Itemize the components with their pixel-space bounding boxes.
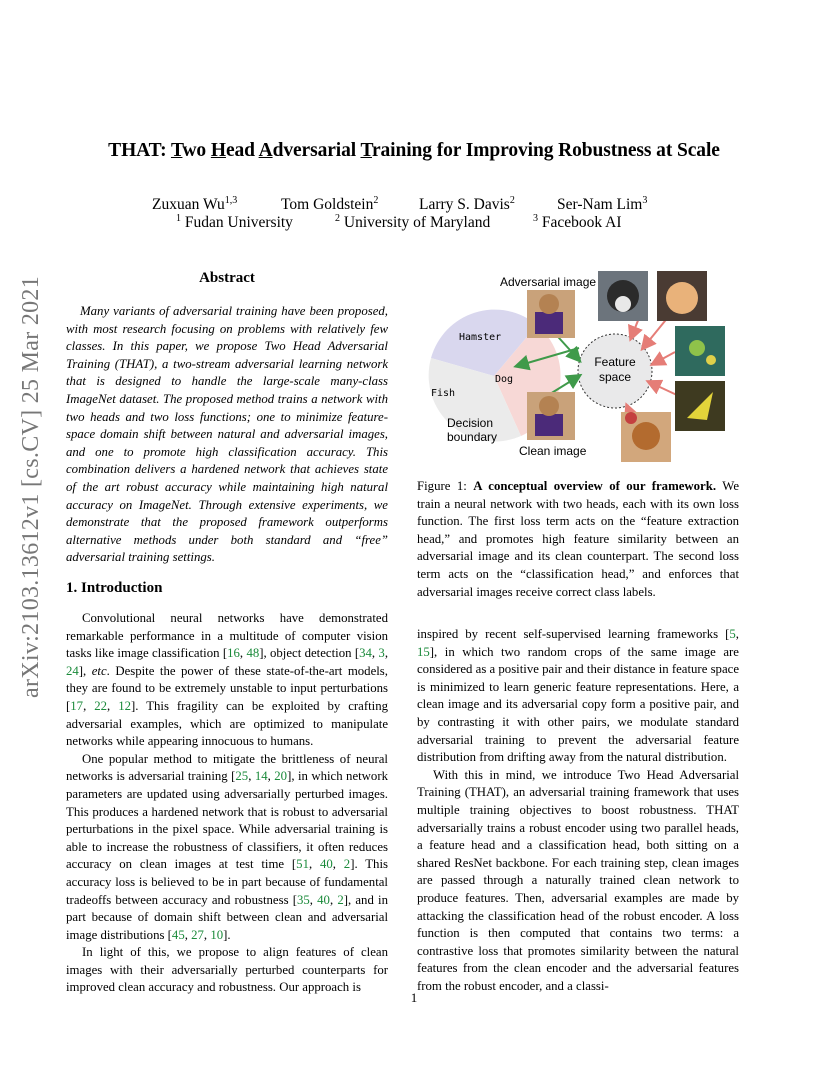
text-run: , [332,857,344,872]
adversarial-dog-photo [527,290,575,338]
text-run: ], in which two random crops of the same image are considered as a positive pair and their distance in feature space is minimized to learn generic feature representations. Here, a clean image and its adversarial copy form a positive pair, and by contrasting it with other pairs, we modulate standard adversarial training to prevent the adversarial feature distribution from drifting away from the natural distribution. [417,644,739,765]
text-run: With this in mind, we introduce Two Head Adversarial Training (THAT), an adversarial training framework that uses multiple training objectives to boost robustness. THAT adversarially trains a robust encoder using two parallel heads, a feature head and a classification head, both sitting on a shared ResNet backbone. For each training step, clean images are passed through a naturally trained clean network to produce features. Then, adversarial examples are made by attacking the classification head of the robust encoder. A loss function is then computed that contains two terms: a contrastive loss that promotes similarity between the natural features from the clean encoder and the adversarial features from the robust encoder, and a classi- [417,767,739,993]
red-arrow-4 [649,382,679,396]
citation-link[interactable]: 20 [274,769,288,784]
text-run: , [184,927,192,942]
caption-text: We train a neural network with two heads, each with its own loss function. The first loss term acts on the “feature extraction head,” and promotes high feature similarity between an adversarial image and its clean counterpart. The second loss term acts on the “classification head,” and enforces that adversarial images receive correct class labels. [417,479,739,599]
text-run: , [308,857,320,872]
italic-text: etc [91,663,107,678]
title-part: dversarial [272,140,361,161]
feature-space-label-2: space [598,370,632,384]
red-arrow-3 [653,352,675,364]
decision-boundary-label-2: boundary [447,430,498,444]
text-run: . Despite the power of these state-of-the-art models, they are found to be extremely unstable to input perturbations [ [66,663,388,713]
fish-photo-1 [675,326,725,376]
paragraph [417,767,739,996]
text-run: , [371,646,379,661]
adversarial-image-label: Adversarial image [500,275,597,289]
text-run: ]. [223,927,231,942]
text-run: , [107,698,119,713]
arxiv-stamp[interactable]: arXiv:2103.13612v1 [cs.CV] 25 Mar 2021 [18,275,44,698]
text-run: inspired by recent self-supervised learning frameworks [ [417,627,730,641]
fish-photo-2 [675,381,725,431]
citation-link[interactable]: 45 [171,927,185,942]
citation-link[interactable]: 40 [317,892,330,907]
text-run: , [735,627,739,641]
paragraph [417,626,739,767]
title-part: T [360,140,372,161]
paragraph [66,610,388,751]
feature-space-label-1: Feature [594,355,636,369]
abstract-text: Many variants of adversarial training have been proposed, with most research focusing on problems with relatively few classes. In this paper, we propose Two Head Adversarial Training (THAT), a two-stream adversarial learning network that is designed to handle the large-scale many-class ImageNet dataset. The proposed method trains a network with two heads and two loss functions; one to minimize feature-space domain shift between natural and adversarial images, and one to promote high classification accuracy. This combination delivers a hardened network that achieves state of the art robust accuracy while maintaining high natural accuracy on ImageNet. Through extensive experiments, we demonstrate that the proposed framework outperforms alternative methods under both standard and “free” adversarial training settings. [66,304,388,565]
paragraph [66,751,388,945]
right-column-text [417,626,739,995]
citation-link[interactable]: 5 [729,627,736,641]
text-run: , [329,892,338,907]
text-run: ], object detection [ [259,646,360,661]
caption-label: Figure 1: [417,479,467,493]
citation-link[interactable]: 3 [378,646,385,661]
citation-link[interactable]: 16 [227,646,240,661]
clean-dog-photo [527,392,575,440]
class-fish-label: Fish [431,388,456,399]
text-run: ], [78,663,92,678]
citation-link[interactable]: 2 [337,892,344,907]
title-part: H [210,140,226,161]
text-run: ]. This fragility can be exploited by crafting adversarial examples, which are optimized to manipulate networks while appearing innocuous to humans. [66,698,388,749]
citation-link[interactable]: 48 [246,646,260,661]
decision-boundary-label-1: Decision [447,416,494,430]
citation-link[interactable]: 17 [70,698,84,713]
citation-link[interactable]: 34 [359,646,372,661]
title-part: raining for Improving Robustness at Scale [371,140,720,161]
pug-photo [598,271,648,321]
introduction-text [66,610,388,997]
text-run: One popular method to mitigate the brittleness of neural networks is adversarial training [ [66,751,388,784]
pomeranian-photo [657,271,707,321]
text-run: ]. This accuracy loss is believed to be in part because of fundamental tradeoffs between accuracy and robustness [ [66,857,388,907]
title-part: wo [182,140,211,161]
paper-title [0,140,828,162]
citation-link[interactable]: 51 [296,857,309,872]
text-run: , [203,927,211,942]
citation-link[interactable]: 2 [343,857,351,872]
section-heading-introduction: 1. Introduction [66,580,163,596]
text-run: , [267,769,275,784]
title-part: T [170,140,183,161]
citation-link[interactable]: 40 [319,857,333,872]
text-run: , [309,892,318,907]
affiliation-2: $^2$ University of Maryland [335,212,491,231]
citation-link[interactable]: 35 [296,892,310,907]
title-part: ead [225,140,259,161]
clean-image-label: Clean image [519,444,587,458]
figure-1 [417,268,747,468]
class-dog-label: Dog [495,374,514,385]
citation-link[interactable]: 15 [417,644,430,659]
text-run: In light of this, we propose to align features of clean images with their adversarially perturbed counterparts for improved clean accuracy and robustness. Our approach is [66,945,388,995]
author-1: Zuxuan Wu$^{1,3}$ [152,194,238,213]
citation-link[interactable]: 12 [118,698,131,713]
author-2: Tom Goldstein$^2$ [281,194,379,213]
citation-link[interactable]: 24 [66,663,79,678]
text-run: , [384,646,389,661]
class-hamster-label: Hamster [459,332,502,343]
hamster-photo [621,412,671,462]
author-3: Larry S. Davis$^2$ [419,194,515,213]
affiliation-3: $^3$ Facebook AI [533,212,622,231]
citation-link[interactable]: 25 [235,769,249,784]
citation-link[interactable]: 10 [210,927,224,942]
text-run: , [239,646,247,661]
page-number: 1 [410,990,418,1005]
abstract-heading: Abstract [199,270,255,286]
text-run: ], in which network parameters are updated using adversarially perturbed images. This produces a hardened network that is robust to adversarial perturbations in the pixel space. While adversarial training is able to increase the robustness of classifiers, it often reduces accuracy on clean images at test time [ [66,769,388,872]
title-part: THAT: [108,140,171,161]
citation-link[interactable]: 22 [94,698,108,713]
citation-link[interactable]: 14 [254,769,268,784]
text-run: , [83,698,95,713]
caption-bold: A conceptual overview of our framework. [473,479,717,493]
title-part: A [258,140,273,161]
text-run: ], and in part because of domain shift between clean and adversarial image distributions [ [66,892,388,942]
author-4: Ser-Nam Lim$^3$ [557,194,648,213]
citation-link[interactable]: 27 [191,927,204,942]
affiliation-1: $^1$ Fudan University [176,212,293,231]
text-run: Convolutional neural networks have demonstrated remarkable performance in a multitude of computer vision tasks like image classification [ [66,611,388,661]
text-run: , [248,769,255,784]
figure-1-caption [417,478,739,601]
